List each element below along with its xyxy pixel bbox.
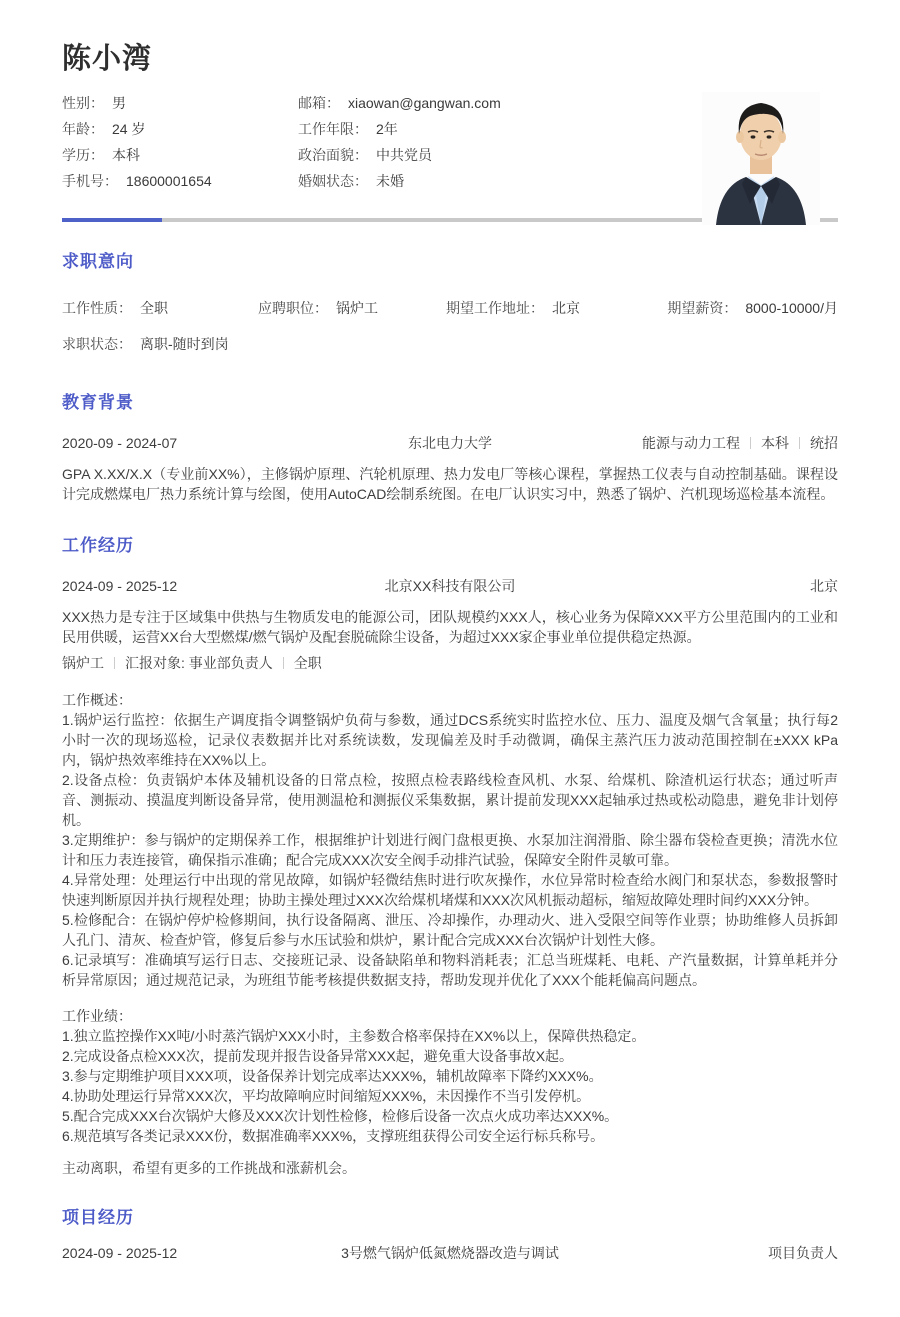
info-field-education xyxy=(62,148,298,162)
info-field-phone xyxy=(62,174,298,188)
field-label: 婚姻状态： xyxy=(298,173,368,189)
education-school: 东北电力大学 xyxy=(408,435,492,451)
work-achievements-label: 工作业绩： xyxy=(62,1008,132,1024)
education-description: GPA X.XX/X.X（专业前XX%），主修锅炉原理、汽轮机原理、热力发电厂等核心课程，掌握热工仪表与自动控制基础。课程设计完成燃煤电厂热力系统计算与绘图，使用AutoCAD绘制系统图。在电厂认识实习中，熟悉了锅炉、汽机现场巡检基本流程。 xyxy=(62,466,838,502)
field-value: 男 xyxy=(112,95,126,111)
work-achievement-item: 2.完成设备点检XXX次，提前发现并报告设备异常XXX起，避免重大设备事故X起。 xyxy=(62,1048,574,1064)
field-label: 应聘职位： xyxy=(258,300,328,316)
section-title-project-experience: 项目经历 xyxy=(62,1208,134,1227)
work-period: 2024-09 - 2025-12 xyxy=(62,578,178,594)
education-admission-type: 统招 xyxy=(810,435,838,451)
candidate-name: 陈小湾 xyxy=(62,43,153,75)
work-achievement-item: 1.独立监控操作XX吨/小时蒸汽锅炉XXX小时，主参数合格率保持在XX%以上，保障供热稳定。 xyxy=(62,1028,646,1044)
field-value: 离职-随时到岗 xyxy=(140,336,229,352)
field-value: 8000-10000/月 xyxy=(745,300,838,316)
field-label: 邮箱： xyxy=(298,95,340,111)
section-title-job-intent: 求职意向 xyxy=(62,252,134,271)
info-field-email xyxy=(298,96,501,110)
field-label: 政治面貌： xyxy=(298,147,368,163)
project-period: 2024-09 - 2025-12 xyxy=(62,1245,178,1261)
info-field-gender xyxy=(62,96,298,110)
field-value: 全职 xyxy=(140,300,168,316)
section-title-work-experience: 工作经历 xyxy=(62,536,134,555)
education-degree-group xyxy=(642,436,838,451)
work-overview-block xyxy=(62,690,838,990)
work-achievement-item: 3.参与定期维护项目XXX项，设备保养计划完成率达XXX%，辅机故障率下降约XXX%。 xyxy=(62,1068,603,1084)
field-label: 性别： xyxy=(62,95,104,111)
work-achievement-item: 5.配合完成XXX台次锅炉大修及XXX次计划性检修，检修后设备一次点火成功率达XXX%。 xyxy=(62,1108,619,1124)
field-value: 北京 xyxy=(552,300,580,316)
profile-photo-illustration xyxy=(702,92,820,225)
job-title-row xyxy=(62,656,838,671)
work-company: 北京XX科技有限公司 xyxy=(384,578,516,594)
field-label: 工作性质： xyxy=(62,300,132,316)
field-label: 年龄： xyxy=(62,121,104,137)
field-label: 求职状态： xyxy=(62,336,132,352)
work-overview-label: 工作概述： xyxy=(62,692,132,708)
intent-field-location xyxy=(446,301,662,315)
resume-page xyxy=(0,42,900,1261)
info-field-work-years xyxy=(298,122,501,136)
field-label: 手机号： xyxy=(62,173,118,189)
field-value: 中共党员 xyxy=(376,147,432,163)
personal-info-left-column xyxy=(62,96,298,188)
intent-field-job-nature xyxy=(62,301,258,315)
profile-photo xyxy=(702,92,820,225)
work-overview-item: 4.异常处理：处理运行中出现的常见故障，如锅炉轻微结焦时进行吹灰操作，水位异常时检查给水阀门和泵状态，参数报警时快速判断原因并执行规程处理；协助主操处理过XXX次给煤机堵煤和XXX次风机振动超标，缩短故障处理时间约XXX分钟。 xyxy=(62,872,838,908)
vertical-separator xyxy=(799,437,800,449)
section-title-education: 教育背景 xyxy=(62,393,134,412)
education-degree: 本科 xyxy=(761,435,789,451)
leave-reason: 主动离职，希望有更多的工作挑战和涨薪机会。 xyxy=(62,1160,356,1176)
vertical-separator xyxy=(114,657,115,669)
field-value: 未婚 xyxy=(376,173,404,189)
job-type: 全职 xyxy=(293,655,322,671)
company-introduction: XXX热力是专注于区域集中供热与生物质发电的能源公司，团队规模约XXX人，核心业务为保障XXX平方公里范围内的工业和民用供暖，运营XX台大型燃煤/燃气锅炉及配套脱硫除尘设备，为超过XXX家企事业单位提供稳定热源。 xyxy=(62,609,838,645)
work-meta-row xyxy=(62,579,838,594)
work-location: 北京 xyxy=(810,578,838,594)
field-value: 锅炉工 xyxy=(336,300,378,316)
project-name: 3号燃气锅炉低氮燃烧器改造与调试 xyxy=(341,1245,559,1261)
project-role: 项目负责人 xyxy=(768,1245,838,1261)
project-meta-row xyxy=(62,1246,838,1261)
intent-field-position xyxy=(258,301,446,315)
info-field-marital-status xyxy=(298,174,501,188)
field-label: 学历： xyxy=(62,147,104,163)
work-achievement-item: 6.规范填写各类记录XXX份，数据准确率XXX%，支撑班组获得公司安全运行标兵称号。 xyxy=(62,1128,605,1144)
work-overview-item: 5.检修配合：在锅炉停炉检修期间，执行设备隔离、泄压、冷却操作，办理动火、进入受限空间等作业票；协助维修人员拆卸人孔门、清灰、检查炉管，修复后参与水压试验和烘炉，累计配合完成XXX台次锅炉计划性大修。 xyxy=(62,912,838,948)
work-achievements-block xyxy=(62,1006,838,1146)
work-overview-item: 3.定期维护：参与锅炉的定期保养工作，根据维护计划进行阀门盘根更换、水泵加注润滑脂、除尘器布袋检查更换；清洗水位计和压力表连接管，确保指示准确；配合完成XXX次安全阀手动排汽试验，保障安全附件灵敏可靠。 xyxy=(62,832,838,868)
field-value: 18600001654 xyxy=(126,173,212,189)
vertical-separator xyxy=(283,657,284,669)
intent-field-status xyxy=(62,337,838,351)
job-title: 锅炉工 xyxy=(62,655,104,671)
job-report-to: 汇报对象: 事业部负责人 xyxy=(125,655,273,671)
info-field-political-status xyxy=(298,148,501,162)
vertical-separator xyxy=(750,437,751,449)
work-overview-item: 2.设备点检：负责锅炉本体及辅机设备的日常点检，按照点检表路线检查风机、水泵、给煤机、除渣机运行状态；通过听声音、测振动、摸温度判断设备异常，使用测温枪和测振仪采集数据，累计提前发现XXX起轴承过热或松动隐患，避免非计划停机。 xyxy=(62,772,838,828)
field-value: 本科 xyxy=(112,147,140,163)
education-meta-row xyxy=(62,436,838,451)
field-label: 期望工作地址： xyxy=(446,300,544,316)
personal-info-right-column xyxy=(298,96,501,188)
job-intent-row xyxy=(62,301,838,315)
work-overview-item: 6.记录填写：准确填写运行日志、交接班记录、设备缺陷单和物料消耗表；汇总当班煤耗、电耗、产汽量数据，计算单耗并分析异常原因；通过规范记录，为班组节能考核提供数据支持，帮助发现并优化了XXX个能耗偏高问题点。 xyxy=(62,952,838,988)
education-period: 2020-09 - 2024-07 xyxy=(62,435,178,451)
education-major: 能源与动力工程 xyxy=(642,435,740,451)
divider-accent-segment xyxy=(62,218,162,222)
intent-field-salary xyxy=(662,301,838,315)
field-value: xiaowan@gangwan.com xyxy=(348,95,501,111)
field-value: 24 岁 xyxy=(112,121,146,137)
field-label: 工作年限： xyxy=(298,121,368,137)
work-achievement-item: 4.协助处理运行异常XXX次，平均故障响应时间缩短XXX%，未因操作不当引发停机。 xyxy=(62,1088,591,1104)
field-value: 2年 xyxy=(376,121,398,137)
work-overview-item: 1.锅炉运行监控：依据生产调度指令调整锅炉负荷与参数，通过DCS系统实时监控水位、压力、温度及烟气含氧量；执行每2小时一次的现场巡检，记录仪表数据并比对系统读数，发现偏差及时手动微调，确保主蒸汽压力波动范围控制在±XXX kPa内，锅炉热效率维持在XX%以上。 xyxy=(62,712,838,768)
field-label: 期望薪资： xyxy=(667,300,738,316)
info-field-age xyxy=(62,122,298,136)
